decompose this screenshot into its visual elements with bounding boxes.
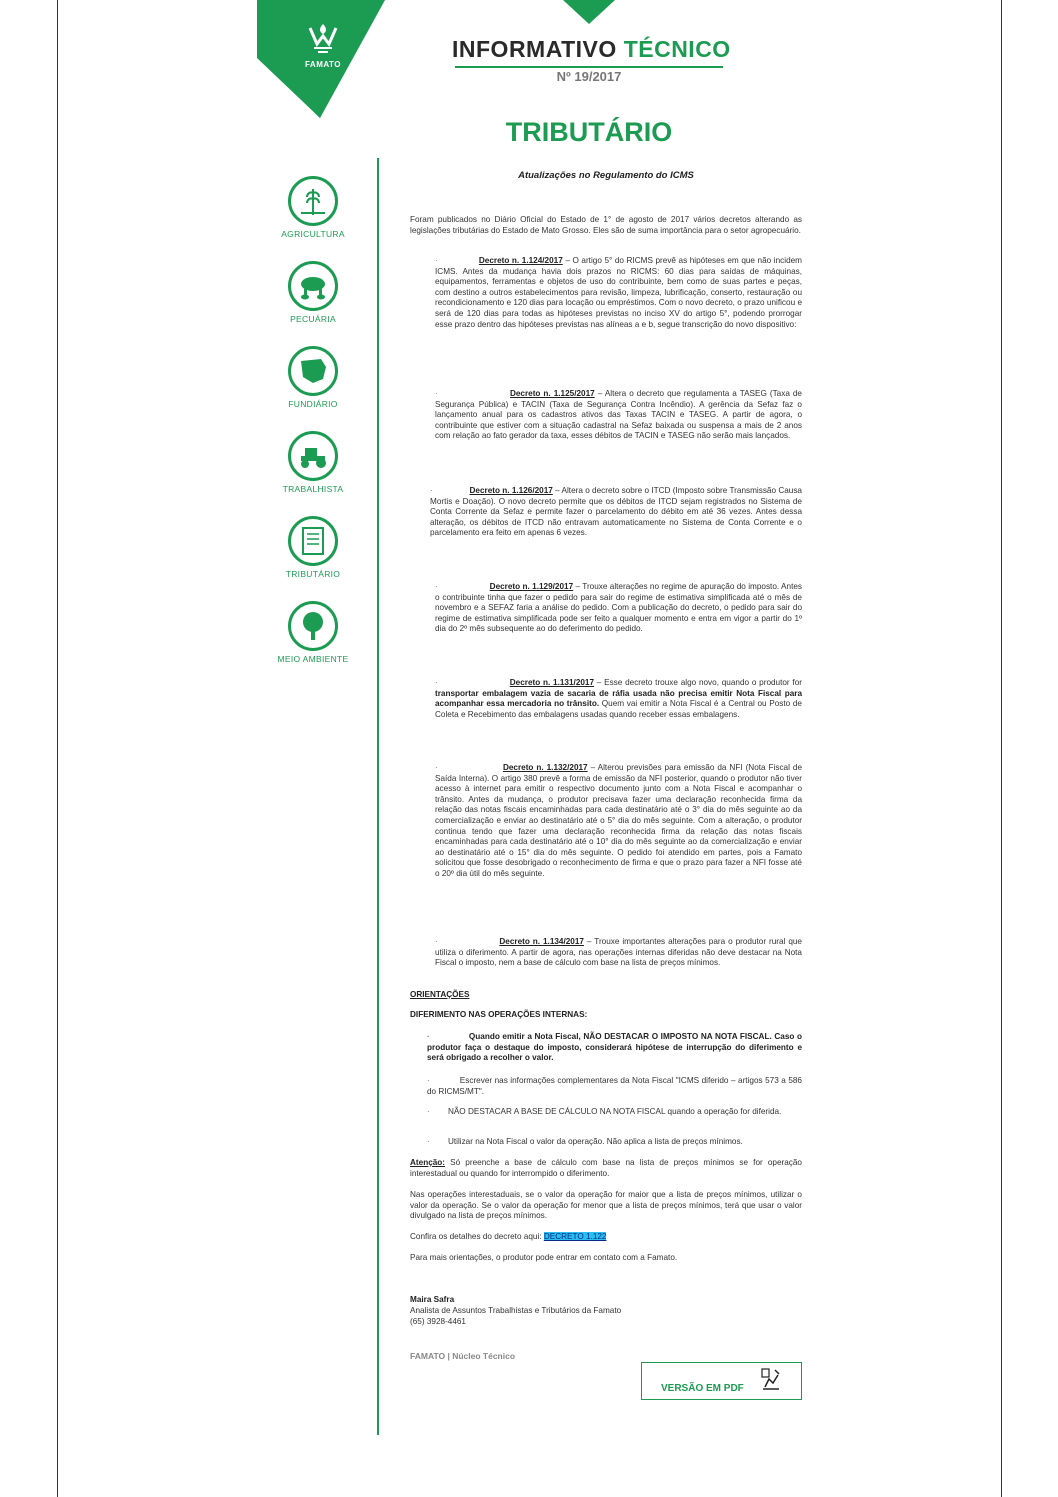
decree-item: [435, 763, 802, 880]
decree-text: – Trouxe importantes alterações para o produtor rural que utiliza o diferimento. A partir de agora, nas operações internas diferidas não deve destacar na Nota Fiscal o imposto, nem a base de cálculo com base na lista de preços mínimos.: [435, 937, 802, 968]
decree-link[interactable]: DECRETO 1.122: [543, 1232, 607, 1241]
decree-title: Decreto n. 1.129/2017: [489, 582, 574, 591]
decree-item: [435, 389, 802, 442]
orientation-item: [427, 1137, 802, 1148]
footer-note: FAMATO | Núcleo Técnico: [410, 1351, 516, 1361]
details-prefix: Confira os detalhes do decreto aqui:: [410, 1232, 544, 1241]
issue-number: Nº 19/2017: [556, 69, 622, 84]
decree-text: – Trouxe alterações no regime de apuração do imposto. Antes o contribuinte tinha que fazer o pedido para sair do regime de estimativa simplificada até o mês de novembro e a SEFAZ faria a análise do pedido. Com a publicação do decreto, o pedido para sair do regime de estimativa simplificada pode ser feito a qualquer momento e entra em vigor a partir do 1º dia do 2º mês subsequente ao do deferimento do pedido.: [435, 582, 802, 634]
decree-text: – Alterou previsões para emissão da NFI (Nota Fiscal de Saída Interna). O artigo 380 prevê a forma de emissão da NFI posterior, quando o produtor não tiver acesso à internet para emitir o respectivo documento junto com a Nota Fiscal e acompanhar o trânsito. Antes da mudança, o produtor precisava fazer uma declaração reconhecida firma da relação das notas fiscais encaminhadas para cada destinatário até o 3° dia do mês seguinte ao da comercialização e enviar ao destinatário até o 5° dia do mês seguinte. Com a alteração, o produtor continua tendo que fazer uma declaração reconhecida firma da relação das notas fiscais encaminhadas para cada destinatário até o 10° dia do mês seguinte ao da comercialização e enviar ao destinatário até o 15° dia do mês seguinte. O pedido foi atendido em partes, pois a Famato solicitou que fosse desobrigado o reconhecimento de firma e que o prazo para fazer a NFI fosse até o 20º dia útil do mês seguinte.: [435, 763, 803, 878]
title-divider: [455, 66, 723, 68]
bullet: ·: [435, 678, 438, 687]
decree-item: [430, 486, 802, 539]
famato-logo-icon: [300, 20, 346, 60]
section-title: TRIBUTÁRIO: [505, 117, 673, 147]
orientation-item: [427, 1107, 802, 1118]
bullet: ·: [435, 582, 438, 591]
decree-item: [435, 937, 802, 969]
attention-text: Só preenche a base de cálculo com base na lista de preços mínimos se for operação interestadual ou quando for interrompido o diferimento.: [410, 1158, 802, 1178]
page-title: [452, 36, 731, 63]
details-paragraph: [410, 1232, 802, 1243]
pdf-download-icon: [759, 1367, 783, 1391]
decree-title: Decreto n. 1.126/2017: [469, 486, 553, 495]
pdf-version-label: VERSÃO EM PDF: [661, 1383, 744, 1394]
decree-text: Quem vai emitir a Nota Fiscal é a Central ou Posto de Coleta e Recebimento das embalagens usadas quando receber essas embalagens.: [435, 699, 802, 719]
sidebar-label: AGRICULTURA: [281, 229, 345, 239]
sidebar-item-fundiario[interactable]: [268, 346, 358, 409]
sidebar-item-tributario[interactable]: [268, 516, 358, 579]
sidebar-label: TRABALHISTA: [282, 484, 344, 494]
sidebar-divider: [377, 158, 379, 1435]
signature-name: Maira Safra: [410, 1295, 455, 1304]
intro-paragraph: Foram publicados no Diário Oficial do Estado de 1° de agosto de 2017 vários decretos alterando as legislações tributárias do Estado de Mato Grosso. Eles são de suma importância para o setor agropecuário.: [410, 215, 802, 235]
page-border-left: [57, 0, 58, 1497]
bullet: ·: [430, 486, 433, 495]
contact-paragraph: Para mais orientações, o produtor pode entrar em contato com a Famato.: [410, 1253, 678, 1262]
sidebar-item-meio-ambiente[interactable]: [268, 601, 358, 664]
decree-item: [435, 582, 802, 635]
decree-item: [435, 678, 802, 720]
interstate-paragraph: Nas operações interestaduais, se o valor da operação for maior que a lista de preços mínimos, utilizar o valor da operação. Se o valor da operação for menor que a lista de preços mínimos, terá que usar o valor divulgado na lista de preços mínimos.: [410, 1190, 802, 1221]
page-border-right: [1001, 0, 1002, 1497]
orientation-text: NÃO DESTACAR A BASE DE CÁLCULO NA NOTA FISCAL quando a operação for diferida.: [447, 1107, 782, 1116]
header-banner: [0, 0, 1058, 130]
sidebar-item-trabalhista[interactable]: [268, 431, 358, 494]
decree-text: – Altera o decreto sobre o ITCD (Imposto sobre Transmissão Causa Mortis e Doação). O novo decreto permite que os débitos de ITCD sejam registrados no Sistema de Conta Corrente da Sefaz e permite fazer o parcelamento do débito em até 36 vezes. Antes dessa alteração, os débitos de ITCD não entravam automaticamente no Sistema de Conta Corrente e o parcelamento era feito em apenas 6 vezes.: [430, 486, 802, 538]
bullet: ·: [427, 1032, 430, 1041]
orientation-text: Utilizar na Nota Fiscal o valor da operação. Não aplica a lista de preços mínimos.: [447, 1137, 743, 1146]
sidebar-label: PECUÁRIA: [290, 314, 336, 324]
signature-role: Analista de Assuntos Trabalhistas e Tributários da Famato: [410, 1306, 622, 1315]
document-icon: [288, 516, 338, 566]
tree-icon: [288, 601, 338, 651]
title-accent: TÉCNICO: [623, 36, 731, 62]
signature-phone: (65) 3928-4461: [410, 1317, 466, 1326]
orientations-heading: ORIENTAÇÕES: [410, 990, 470, 999]
attention-paragraph: [410, 1158, 802, 1179]
bullet: ·: [427, 1137, 430, 1146]
decree-title: Decreto n. 1.124/2017: [478, 256, 563, 265]
decree-text: – Altera o decreto que regulamenta a TASEG (Taxa de Segurança Pública) e TACIN (Taxa de Segurança Contra Incêndio). A gerência da Sefaz faz o lançamento anual para os cadastros ativos das Taxas TACIN e TASEG. A partir de agora, o contribuinte que estiver com a situação cadastral na Sefaz baixada ou suspensa a mais de 2 anos com relação ao fato gerador da taxa, esses débitos de TACIN e TASEG não serão mais lançados.: [435, 389, 802, 441]
sidebar-label: TRIBUTÁRIO: [285, 569, 341, 579]
orientation-item: [427, 1076, 802, 1097]
bullet: ·: [427, 1107, 430, 1116]
bullet: ·: [435, 937, 438, 946]
bullet: ·: [435, 389, 438, 398]
article-subtitle: Atualizações no Regulamento do ICMS: [518, 170, 694, 181]
orientation-item: [427, 1032, 802, 1064]
decree-title: Decreto n. 1.131/2017: [509, 678, 595, 687]
sidebar-label: MEIO AMBIENTE: [277, 654, 349, 664]
header-accent-triangle: [563, 0, 615, 24]
orientation-text: Escrever nas informações complementares da Nota Fiscal "ICMS diferido – artigos 573 a 586 do RICMS/MT".: [427, 1076, 802, 1096]
orientation-text: Quando emitir a Nota Fiscal, NÃO DESTACAR O IMPOSTO NA NOTA FISCAL. Caso o produtor faça o destaque do imposto, considerará hipótese de interrupção do diferimento e será obrigado a recolher o valor.: [427, 1032, 802, 1063]
pdf-version-button[interactable]: [641, 1362, 802, 1400]
sidebar-item-pecuaria[interactable]: [268, 261, 358, 324]
land-map-icon: [288, 346, 338, 396]
decree-text: – O artigo 5° do RICMS prevê as hipóteses em que não incidem ICMS. Antes da mudança havia dois prazos no RICMS: 60 dias para saídas de máquinas, equipamentos, ferramentas e objetos de uso do contribuinte, bem como de suas partes e peças, com destino a outros estabelecimentos para revisão, limpeza, lubrificação, conserto, restauração ou recondicionamento e 120 dias para locação ou empréstimos. Com o novo decreto, o prazo unificou e será de 120 dias para todas as hipóteses previstas no inciso XV do artigo 5°, podendo prorrogar esse prazo dentro das hipóteses previstas nas alíneas a e b, segue transcrição do novo dispositivo:: [435, 256, 802, 329]
cattle-icon: [288, 261, 338, 311]
decree-text: – Esse decreto trouxe algo novo, quando o produtor for: [594, 678, 802, 687]
sidebar-item-agricultura[interactable]: [268, 176, 358, 239]
bullet: ·: [435, 256, 438, 265]
title-main: INFORMATIVO: [452, 36, 617, 62]
decree-title: Decreto n. 1.125/2017: [509, 389, 595, 398]
logo-text: FAMATO: [304, 60, 342, 69]
wheat-icon: [288, 176, 338, 226]
bullet: ·: [435, 763, 438, 772]
decree-title: Decreto n. 1.132/2017: [502, 763, 588, 772]
decree-title: Decreto n. 1.134/2017: [499, 937, 584, 946]
sidebar-label: FUNDIÁRIO: [288, 399, 338, 409]
tractor-icon: [288, 431, 338, 481]
orientations-subheading: DIFERIMENTO NAS OPERAÇÕES INTERNAS:: [410, 1010, 588, 1019]
decree-item: [435, 256, 802, 330]
bullet: ·: [427, 1076, 430, 1085]
attention-label: Atenção:: [410, 1158, 446, 1167]
decree-highlight: transportar embalagem vazia de sacaria de ráfia usada não precisa emitir Nota Fiscal para acompanhar essa mercadoria no trânsito.: [435, 688, 802, 709]
